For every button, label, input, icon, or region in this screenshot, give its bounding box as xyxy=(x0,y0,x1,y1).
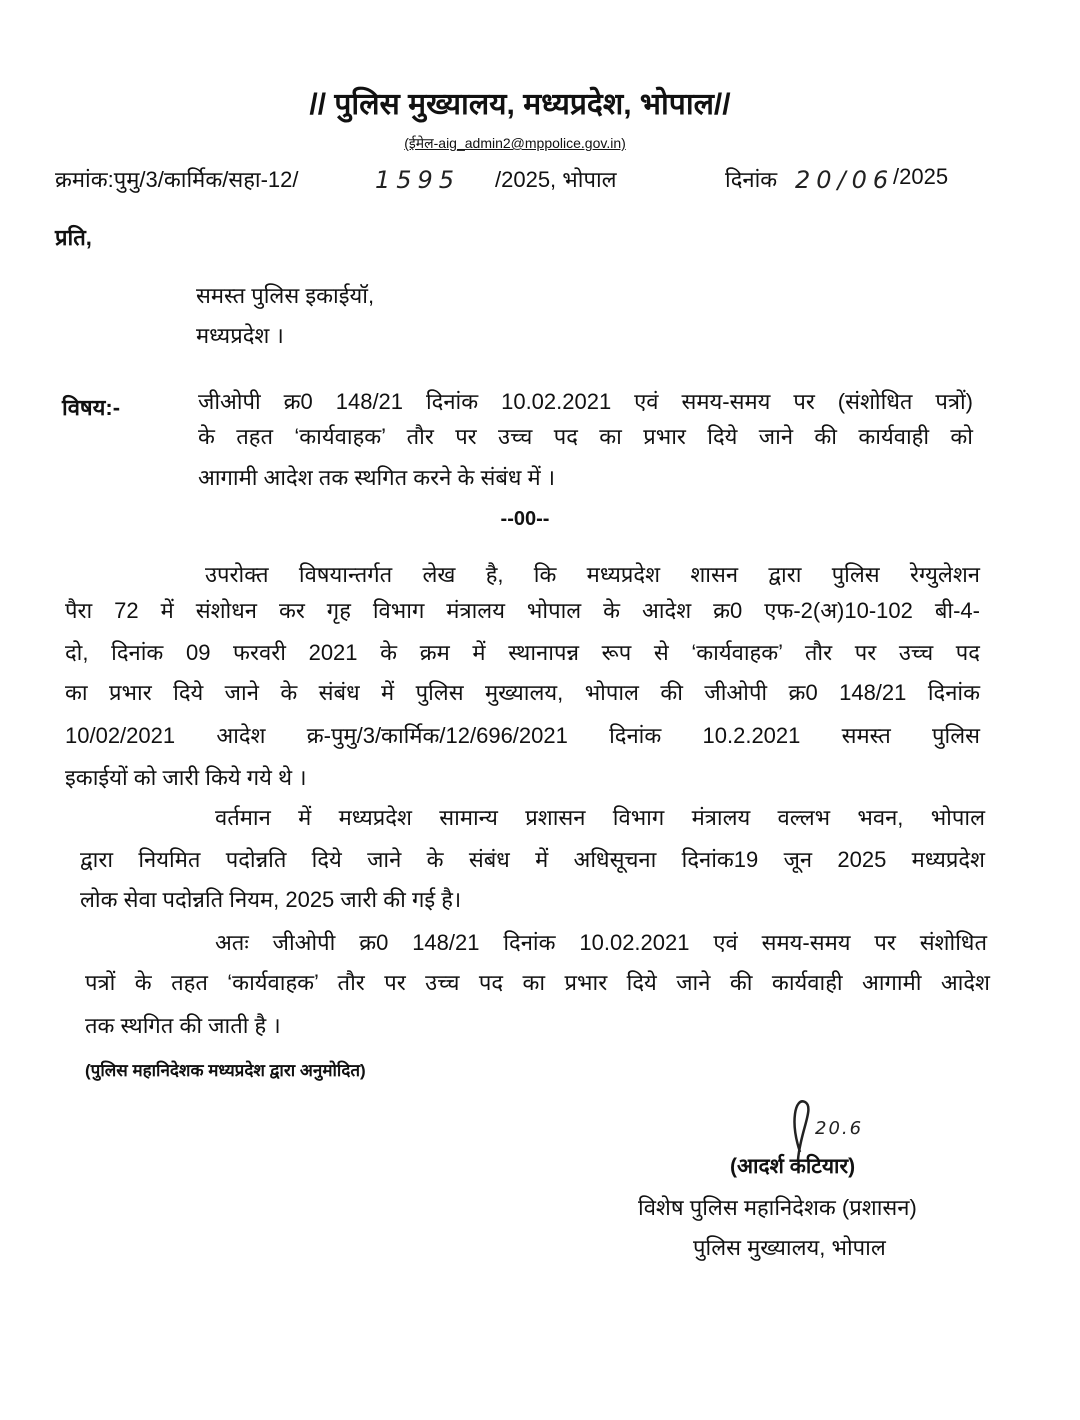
paragraph-line: 10/02/2021 आदेश क्र-पुमु/3/कार्मिक/12/696/2021 दिनांक 10.2.2021 समस्त पुलिस xyxy=(65,723,980,748)
recipient-line: मध्यप्रदेश । xyxy=(196,323,284,348)
paragraph-line: वर्तमान में मध्यप्रदेश सामान्य प्रशासन विभाग मंत्रालय वल्लभ भवन, भोपाल xyxy=(215,805,985,830)
paragraph-line: तक स्थगित की जाती है । xyxy=(85,1013,281,1038)
paragraph-line: पैरा 72 में संशोधन कर गृह विभाग मंत्रालय भोपाल के आदेश क्र0 एफ-2(अ)10-102 बी-4- xyxy=(65,598,980,623)
separator: --00-- xyxy=(500,508,550,530)
subject-line: जीओपी क्र0 148/21 दिनांक 10.02.2021 एवं समय-समय पर (संशोधित पत्रों) xyxy=(198,389,973,414)
recipient-line: समस्त पुलिस इकाईयॉ, xyxy=(196,283,375,308)
date-label: दिनांक xyxy=(725,167,778,192)
subject-label: विषय:- xyxy=(62,395,121,420)
paragraph-line: इकाईयों को जारी किये गये थे । xyxy=(65,765,307,790)
date-handwritten: 20/06 xyxy=(795,166,895,194)
date-year: /2025 xyxy=(893,164,949,189)
paragraph-line: दो, दिनांक 09 फरवरी 2021 के क्रम में स्थानापन्न रूप से ‘कार्यवाहक’ तौर पर उच्च पद xyxy=(65,640,980,665)
letterhead-title: // पुलिस मुख्यालय, मध्यप्रदेश, भोपाल// xyxy=(309,88,731,121)
signatory-designation: विशेष पुलिस महानिदेशक (प्रशासन) xyxy=(638,1195,917,1220)
paragraph-line: पत्रों के तहत ‘कार्यवाहक’ तौर पर उच्च पद का प्रभार दिये जाने की कार्यवाही आगामी आदेश xyxy=(85,970,990,995)
reference-suffix: /2025, भोपाल xyxy=(495,167,617,192)
paragraph-line: लोक सेवा पदोन्नति नियम, 2025 जारी की गई है। xyxy=(80,887,462,912)
reference-prefix: क्रमांक:पुमु/3/कार्मिक/सहा-12/ xyxy=(55,167,299,192)
subject-line: के तहत ‘कार्यवाहक’ तौर पर उच्च पद का प्रभार दिये जाने की कार्यवाही को xyxy=(198,424,973,449)
letterhead-email xyxy=(0,134,1030,153)
signatory-office: पुलिस मुख्यालय, भोपाल xyxy=(693,1235,886,1260)
email-text: (ईमेल-aig_admin2@mppolice.gov.in) xyxy=(404,135,626,151)
paragraph-line: का प्रभार दिये जाने के संबंध में पुलिस मुख्यालय, भोपाल की जीओपी क्र0 148/21 दिनांक xyxy=(65,680,980,705)
paragraph-line: अतः जीओपी क्र0 148/21 दिनांक 10.02.2021 एवं समय-समय पर संशोधित xyxy=(215,930,987,955)
paragraph-line: उपरोक्त विषयान्तर्गत लेख है, कि मध्यप्रदेश शासन द्वारा पुलिस रेग्युलेशन xyxy=(205,562,980,587)
recipient-label: प्रति, xyxy=(55,225,92,250)
approval-note: (पुलिस महानिदेशक मध्यप्रदेश द्वारा अनुमोदित) xyxy=(85,1061,366,1080)
signature-initials-handwritten: 20.6 xyxy=(815,1118,864,1139)
signatory-name: (आदर्श कटियार) xyxy=(730,1155,856,1178)
subject-line: आगामी आदेश तक स्थगित करने के संबंध में । xyxy=(198,465,556,490)
paragraph-line: द्वारा नियमित पदोन्नति दिये जाने के संबंध में अधिसूचना दिनांक19 जून 2025 मध्यप्रदेश xyxy=(80,847,985,872)
reference-number-handwritten: 1595 xyxy=(375,166,461,194)
